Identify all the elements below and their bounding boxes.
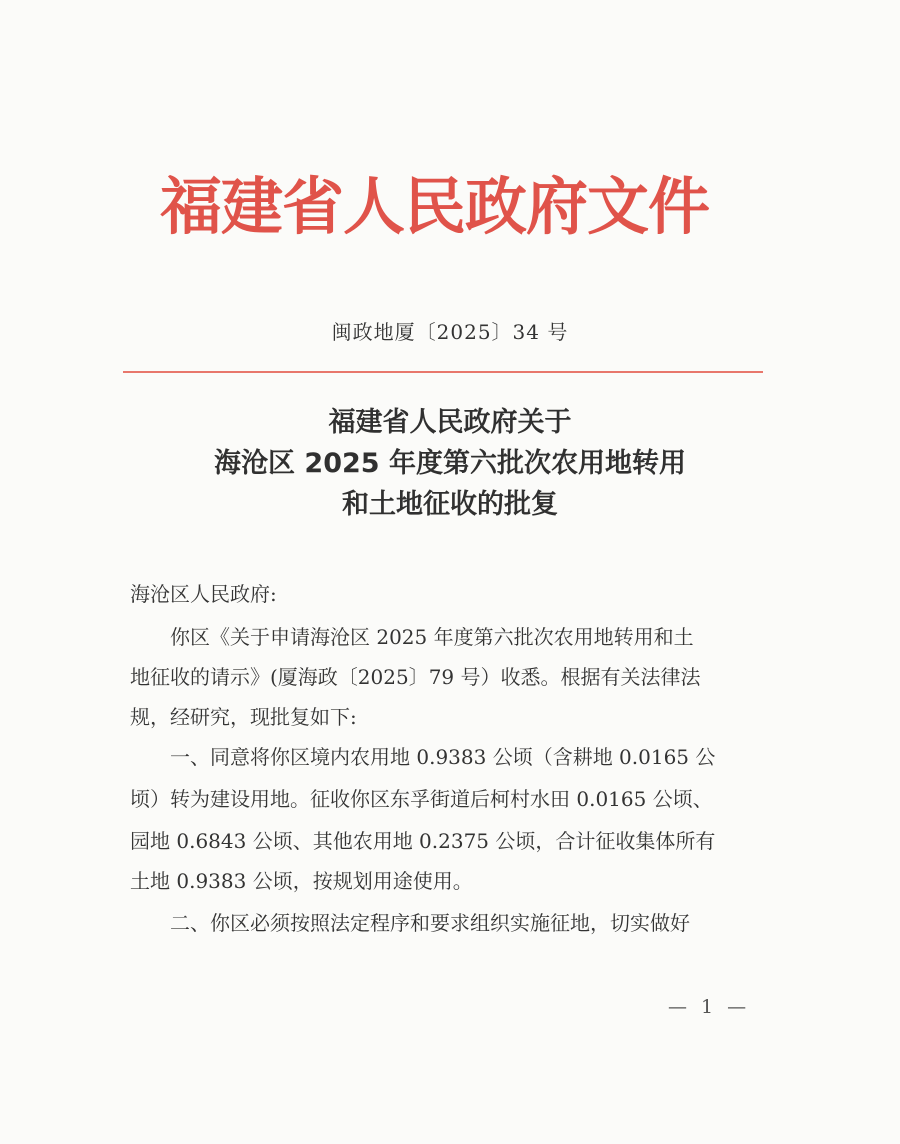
body-line-1: 你区《关于申请海沧区 2025 年度第六批次农用地转用和土 xyxy=(130,625,694,649)
document-header-title: 福建省人民政府文件 xyxy=(160,170,710,243)
body-line-6: 园地 0.6843 公顷、其他农用地 0.2375 公顷，合计征收集体所有 xyxy=(130,829,716,853)
body-line-5: 顷）转为建设用地。征收你区东孚街道后柯村水田 0.0165 公顷、 xyxy=(130,787,713,811)
body-line-2: 地征收的请示》(厦海政〔2025〕79 号）收悉。根据有关法律法 xyxy=(130,665,701,689)
body-line-7: 土地 0.9383 公顷，按规划用途使用。 xyxy=(130,869,473,893)
document-subject xyxy=(0,402,900,525)
red-divider-line xyxy=(123,371,763,373)
document-number: 闽政地厦〔2025〕34 号 xyxy=(331,320,569,344)
addressee: 海沧区人民政府: xyxy=(130,582,277,606)
subject-line-2: 海沧区 2025 年度第六批次农用地转用 xyxy=(214,448,686,479)
subject-line-1: 福建省人民政府关于 xyxy=(328,407,572,438)
body-line-4: 一、同意将你区境内农用地 0.9383 公顷（含耕地 0.0165 公 xyxy=(130,745,716,769)
body-line-8: 二、你区必须按照法定程序和要求组织实施征地，切实做好 xyxy=(130,911,690,935)
page-number: — 1 — xyxy=(668,996,751,1018)
body-line-3: 规，经研究，现批复如下: xyxy=(130,705,357,729)
subject-line-3: 和土地征收的批复 xyxy=(342,489,558,520)
